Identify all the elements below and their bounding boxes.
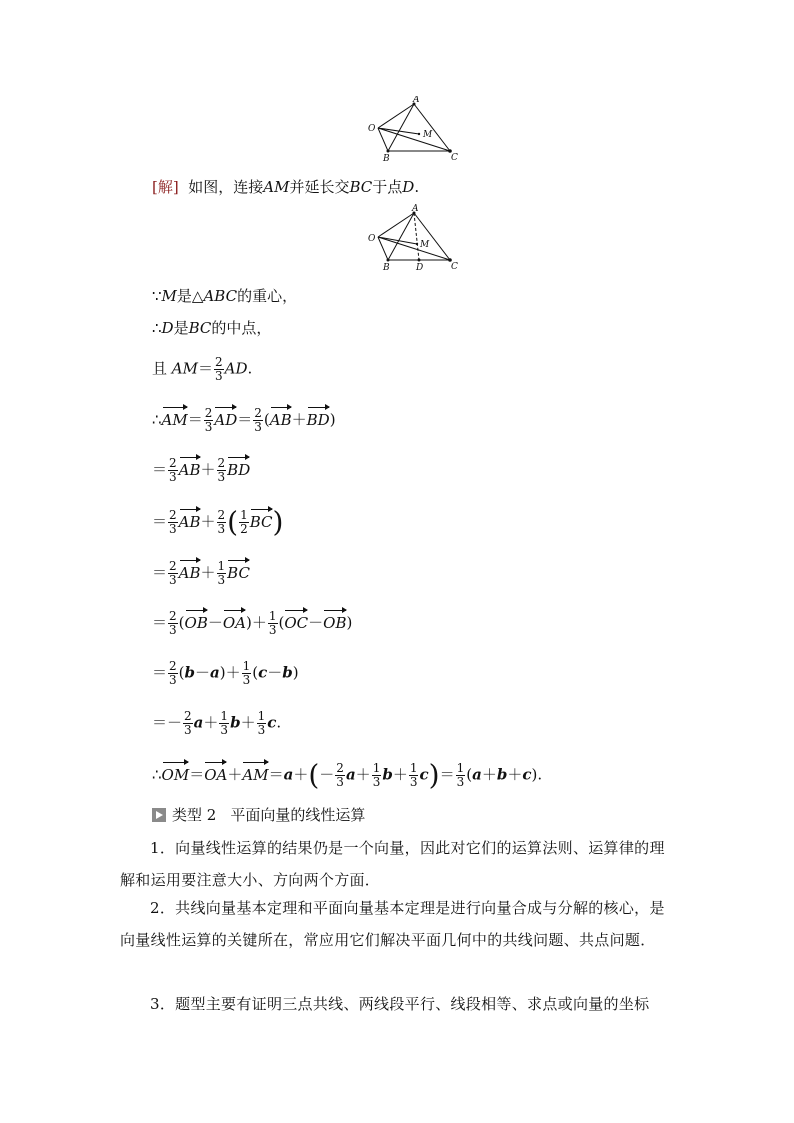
equation-1: ∴AM＝ $\frac{2}{3}$ AD＝ $\frac{2}{3}$ (AB＋BD): [152, 406, 336, 434]
step-1: ∵M是△ABC的重心，: [152, 287, 298, 305]
solution-line: [解] 如图，连接AM并延长交BC于点D.: [152, 178, 420, 196]
label-D: D: [416, 263, 424, 273]
equation-4: ＝ $\frac{2}{3}$ AB＋ $\frac{1}{3}$ BC: [152, 559, 250, 587]
equation-5: ＝ $\frac{2}{3}$ (OB－OA)＋ $\frac{1}{3}$ (OC－OB): [152, 609, 353, 637]
triangle-figure-2: [362, 204, 462, 274]
type-heading: [152, 805, 365, 825]
label-B: B: [383, 154, 390, 162]
equation-3: ＝ $\frac{2}{3}$ AB＋ $\frac{2}{3}$ ( $\frac{1}{2}$ BC): [152, 505, 284, 539]
paragraph-3: 3．题型主要有证明三点共线、两线段平行、线段相等、求点或向量的坐标: [150, 995, 650, 1013]
label-O: O: [368, 124, 376, 134]
label-C: C: [451, 262, 458, 272]
label-C: C: [451, 153, 458, 162]
type-title: 平面向量的线性运算: [230, 806, 366, 824]
triangle-figure-1: [362, 96, 462, 162]
play-triangle-icon: [152, 808, 166, 822]
equation-2: ＝ $\frac{2}{3}$ AB＋ $\frac{2}{3}$ BD: [152, 456, 251, 484]
label-M: M: [423, 130, 433, 140]
equation-7: ＝－ $\frac{2}{3}$ a＋ $\frac{1}{3}$ b＋ $\frac{1}{3}$ c.: [152, 709, 282, 737]
label-A: A: [413, 96, 420, 105]
label-O: O: [368, 234, 376, 244]
step-2: ∴D是BC的中点，: [152, 319, 272, 337]
label-A: A: [412, 204, 419, 214]
label-M: M: [420, 240, 430, 250]
type-label: 类型 2: [172, 806, 217, 824]
paragraph-1: 1．向量线性运算的结果仍是一个向量，因此对它们的运算法则、运算律的理解和运用要注意大小、方向两个方面．: [120, 839, 665, 889]
solution-tag: [解]: [152, 178, 179, 196]
equation-6: ＝ $\frac{2}{3}$ (b－a)＋ $\frac{1}{3}$ (c－b): [152, 659, 299, 687]
label-B: B: [383, 263, 390, 273]
step-3: 且 AM＝ $\frac{2}{3}$ AD.: [152, 355, 253, 383]
equation-8: ∴OM＝OA＋AM＝a＋(－ $\frac{2}{3}$ a＋ $\frac{1}{3}$ b＋ $\frac{1}{3}$ c)＝ $\frac{1}{3}$ (a＋b＋c).: [152, 758, 543, 792]
paragraph-2: 2．共线向量基本定理和平面向量基本定理是进行向量合成与分解的核心，是向量线性运算的关键所在，常应用它们解决平面几何中的共线问题、共点问题．: [120, 899, 665, 949]
